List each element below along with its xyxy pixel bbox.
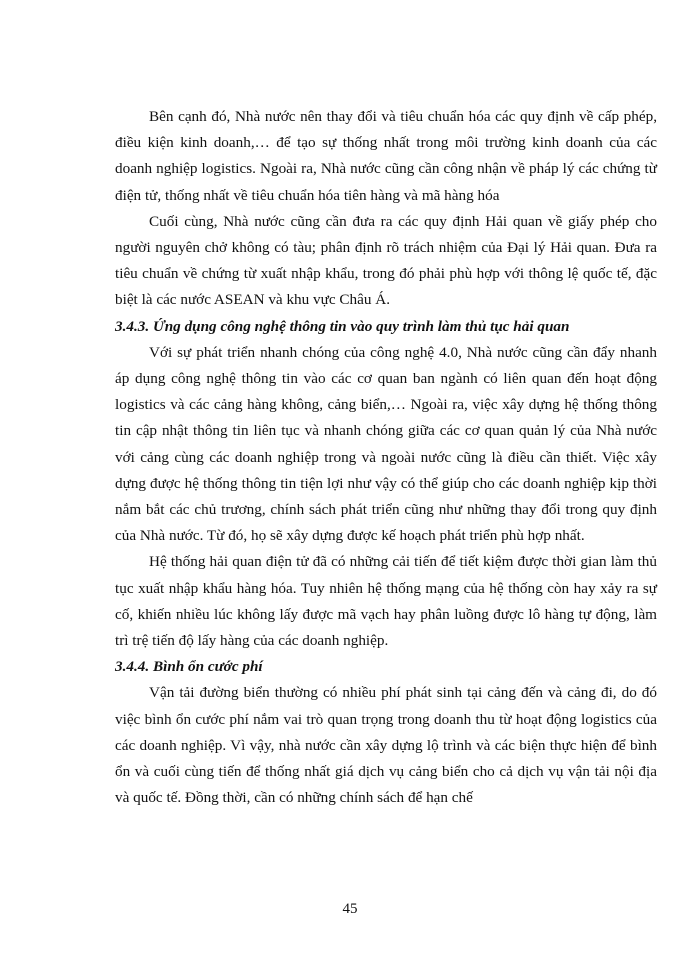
page-content bbox=[115, 104, 657, 811]
paragraph-it-application: Với sự phát triển nhanh chóng của công nghệ 4.0, Nhà nước cũng cần đẩy nhanh áp dụng công nghệ thông tin vào các cơ quan ban ngành có liên quan đến hoạt động logistics và các cảng hàng không, cảng biển,… Ngoài ra, việc xây dựng hệ thống thông tin cập nhật thông tin liên tục và nhanh chóng giữa các cơ quan quản lý của Nhà nước với cảng cùng các doanh nghiệp trong và ngoài nước cũng là điều cần thiết. Việc xây dựng được hệ thống thông tin tiện lợi như vậy có thể giúp cho các doanh nghiệp kịp thời nắm bắt các chủ trương, chính sách phát triển cũng như những thay đổi trong quy định của Nhà nước. Từ đó, họ sẽ xây dựng được kế hoạch phát triển phù hợp nhất. bbox=[115, 343, 657, 545]
paragraph-licensing: Bên cạnh đó, Nhà nước nên thay đổi và tiêu chuẩn hóa các quy định về cấp phép, điều kiện kinh doanh,… để tạo sự thống nhất trong môi trường kinh doanh của các doanh nghiệp logistics. Ngoài ra, Nhà nước cũng cần công nhận về pháp lý các chứng từ điện tử, thống nhất về tiêu chuẩn hóa tiên hàng và mã hàng hóa bbox=[115, 108, 657, 204]
page-number: 45 bbox=[342, 901, 358, 917]
section-heading-3-4-4: 3.4.4. Bình ổn cước phí bbox=[115, 658, 263, 676]
paragraph-freight-stabilization: Vận tải đường biển thường có nhiều phí phát sinh tại cảng đến và cảng đi, do đó việc bình ổn cước phí nắm vai trò quan trọng trong doanh thu từ hoạt động logistics của các doanh nghiệp. Vì vậy, nhà nước cần xây dựng lộ trình và các biện thực hiện để bình ổn và cuối cùng tiến để thống nhất giá dịch vụ cảng biển cho cả dịch vụ vận tải nội địa và quốc tế. Đồng thời, cần có những chính sách để hạn chế bbox=[115, 684, 657, 807]
section-heading-3-4-3: 3.4.3. Ứng dụng công nghệ thông tin vào quy trình làm thủ tục hải quan bbox=[115, 317, 570, 335]
paragraph-customs-regulations: Cuối cùng, Nhà nước cũng cần đưa ra các quy định Hải quan về giấy phép cho người nguyên chở không có tàu; phân định rõ trách nhiệm của Đại lý Hải quan. Đưa ra tiêu chuẩn về chứng từ xuất nhập khẩu, trong đó phải phù hợp với thông lệ quốc tế, đặc biệt là các nước ASEAN và khu vực Châu Á. bbox=[115, 212, 657, 309]
paragraph-e-customs: Hệ thống hải quan điện tử đã có những cải tiến để tiết kiệm được thời gian làm thủ tục xuất nhập khẩu hàng hóa. Tuy nhiên hệ thống mạng của hệ thống còn hay xảy ra sự cố, khiến nhiều lúc không lấy được mã vạch hay phân luồng được lô hàng tự động, làm trì trệ tiến độ lấy hàng của các doanh nghiệp. bbox=[115, 553, 657, 650]
